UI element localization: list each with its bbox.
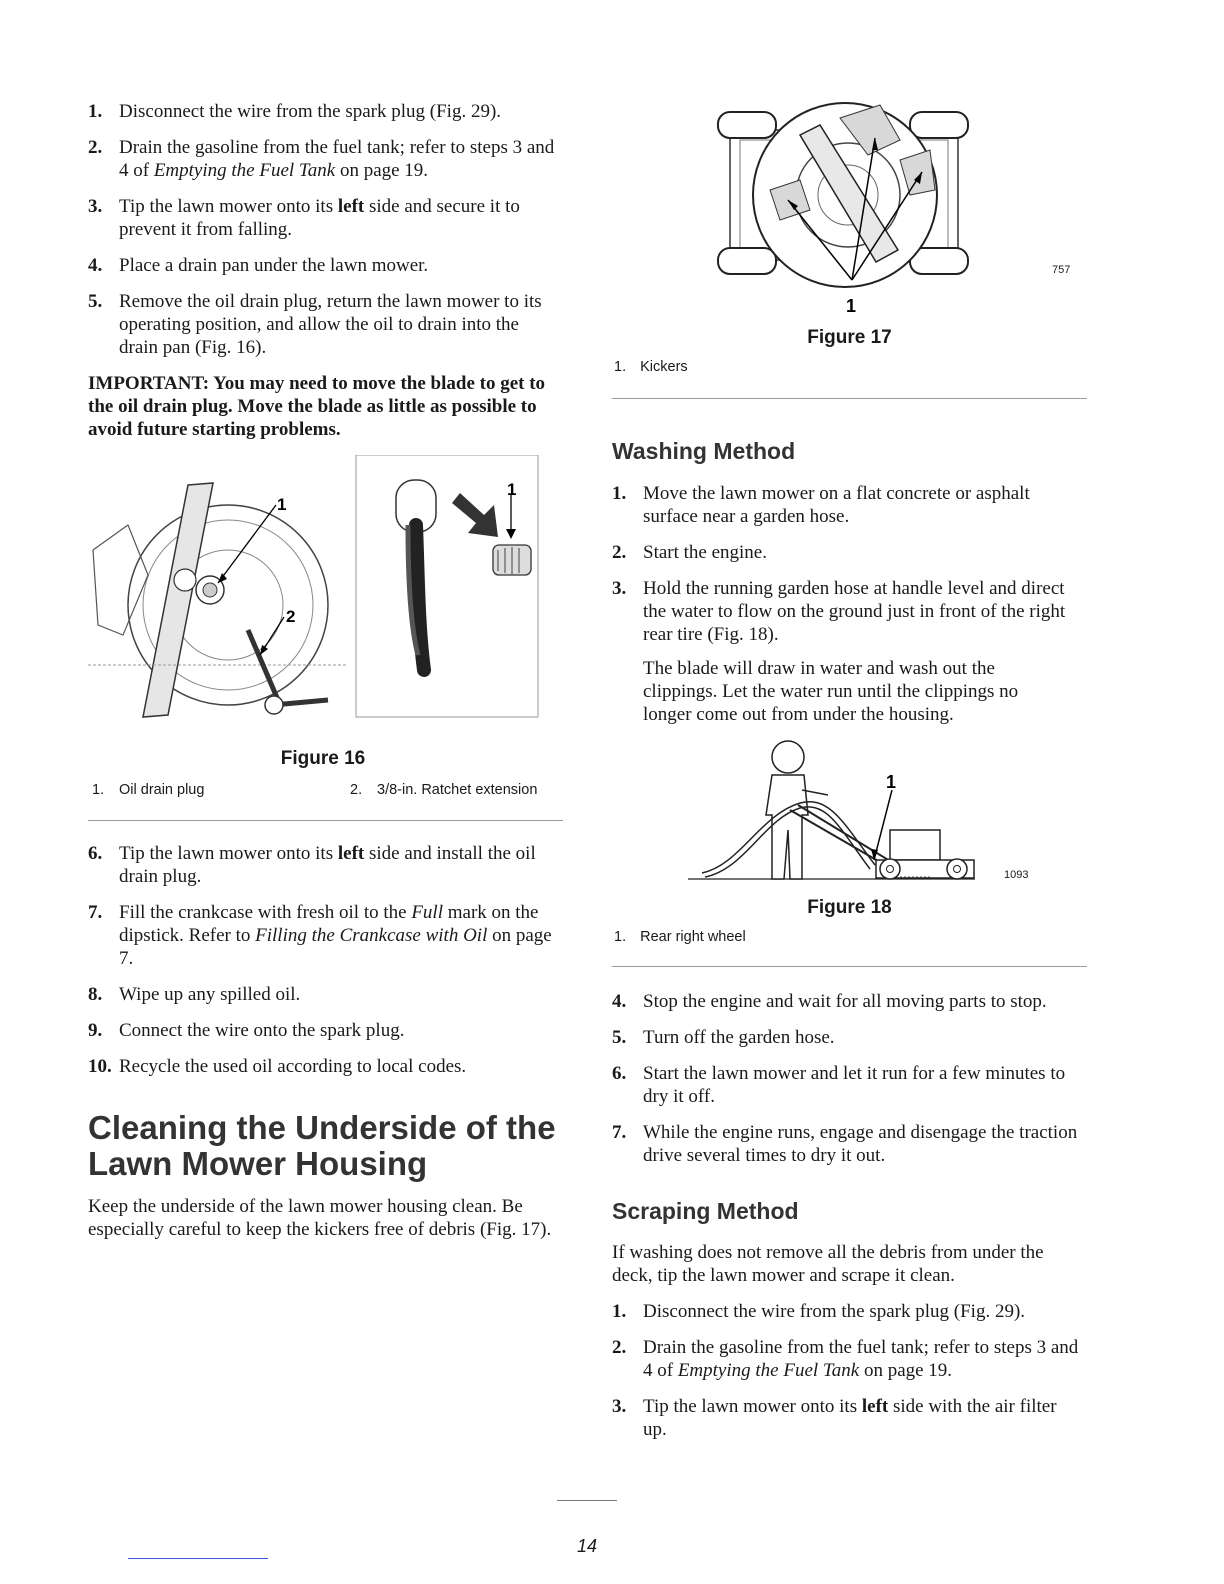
figure-16-legend-num-1: 1. bbox=[92, 782, 105, 798]
cleaning-heading bbox=[88, 1110, 568, 1182]
step-text: mark on the dipstick. Refer to bbox=[119, 902, 539, 946]
figure-18-legend bbox=[614, 929, 746, 945]
step-number: 5. bbox=[88, 291, 103, 312]
step-text: Recycle the used oil according to local codes. bbox=[119, 1056, 467, 1077]
figure-17-legend bbox=[614, 359, 688, 375]
figure-17-rule bbox=[612, 398, 1087, 399]
figure-17-legend-text: Kickers bbox=[640, 359, 688, 375]
step-number: 1. bbox=[612, 483, 627, 504]
step-text: on page 19. bbox=[335, 160, 429, 181]
step-text: Tip the lawn mower onto its bbox=[643, 1396, 862, 1417]
step-text: Tip the lawn mower onto its bbox=[119, 843, 338, 864]
step-text: Move the lawn mower on a flat concrete or asphalt surface near a garden hose. bbox=[643, 483, 1030, 527]
step-item bbox=[88, 1055, 558, 1078]
figure-17-caption: Figure 17 bbox=[807, 327, 892, 348]
step-number: 1. bbox=[88, 101, 103, 122]
step-text: Drain the gasoline from the fuel tank; refer to steps 3 and 4 of bbox=[643, 1337, 1079, 1381]
scraping-intro: If washing does not remove all the debris from under the deck, tip the lawn mower and scrape it clean. bbox=[612, 1242, 1044, 1286]
step-text: Start the lawn mower and let it run for a few minutes to dry it off. bbox=[643, 1063, 1066, 1107]
step-text: Filling the Crankcase with Oil bbox=[255, 925, 488, 946]
step-text: on page 19. bbox=[859, 1360, 953, 1381]
step-number: 2. bbox=[612, 1337, 627, 1358]
step-number: 10. bbox=[88, 1056, 112, 1077]
step-number: 4. bbox=[612, 991, 627, 1012]
bottom-link-rule bbox=[128, 1558, 268, 1559]
important-note: IMPORTANT: You may need to move the blade to get to the oil drain plug. Move the blade as little as possible to avoid future starting problems. bbox=[88, 373, 546, 440]
washing-steps-continued bbox=[612, 990, 1082, 1180]
refill-oil-steps bbox=[88, 842, 558, 1091]
step-number: 1. bbox=[612, 1301, 627, 1322]
cleaning-heading-line-2: Lawn Mower Housing bbox=[88, 1145, 428, 1182]
figure-18-caption: Figure 18 bbox=[807, 897, 892, 918]
step-number: 7. bbox=[88, 902, 103, 923]
washing-heading: Washing Method bbox=[612, 438, 796, 464]
step-text: Connect the wire onto the spark plug. bbox=[119, 1020, 405, 1041]
step-number: 6. bbox=[612, 1063, 627, 1084]
step-item bbox=[612, 482, 1082, 528]
step-number: 3. bbox=[612, 1396, 627, 1417]
figure-17-code: 757 bbox=[1052, 264, 1071, 276]
step-number: 2. bbox=[612, 542, 627, 563]
step-text: Emptying the Fuel Tank bbox=[153, 160, 336, 181]
step-item bbox=[88, 1019, 558, 1042]
step-item bbox=[88, 290, 558, 359]
scraping-steps bbox=[612, 1300, 1082, 1454]
step-number: 8. bbox=[88, 984, 103, 1005]
step-item bbox=[612, 1336, 1082, 1382]
step-item bbox=[612, 577, 1082, 646]
step-text: Fill the crankcase with fresh oil to the bbox=[119, 902, 412, 923]
figure-16-callout-2: 2 bbox=[286, 607, 296, 626]
step-item bbox=[88, 254, 558, 277]
step-number: 6. bbox=[88, 843, 103, 864]
cleaning-intro: Keep the underside of the lawn mower housing clean. Be especially careful to keep the kickers free of debris (Fig. 17). bbox=[88, 1196, 552, 1240]
figure-18-code: 1093 bbox=[1004, 869, 1029, 881]
drain-oil-steps bbox=[88, 100, 558, 359]
figure-16-illustration bbox=[88, 455, 558, 745]
step-item bbox=[88, 100, 558, 123]
figure-17-illustration bbox=[700, 100, 990, 320]
step-item bbox=[88, 195, 558, 241]
figure-16-callout-1: 1 bbox=[277, 495, 287, 514]
step-text: side and secure it to prevent it from falling. bbox=[119, 196, 520, 240]
step-item bbox=[612, 1121, 1082, 1167]
step-item bbox=[88, 983, 558, 1006]
figure-16-callout-1b: 1 bbox=[507, 480, 517, 499]
washing-note: The blade will draw in water and wash out the clippings. Let the water run until the clippings no longer come out from under the housing. bbox=[643, 658, 1019, 725]
step-number: 3. bbox=[88, 196, 103, 217]
figure-16-legend-num-2: 2. bbox=[350, 782, 363, 798]
figure-17 bbox=[700, 100, 990, 320]
step-item bbox=[612, 1300, 1082, 1323]
step-text: left bbox=[337, 196, 365, 217]
figure-16-legend-text-1: Oil drain plug bbox=[119, 782, 205, 798]
step-text: Disconnect the wire from the spark plug (Fig. 29). bbox=[643, 1301, 1026, 1322]
cleaning-heading-line-1: Cleaning the Underside of the bbox=[88, 1109, 556, 1146]
step-number: 9. bbox=[88, 1020, 103, 1041]
figure-18 bbox=[680, 735, 990, 885]
step-text: Stop the engine and wait for all moving parts to stop. bbox=[643, 991, 1047, 1012]
step-text: left bbox=[337, 843, 365, 864]
figure-18-rule bbox=[612, 966, 1087, 967]
step-text: left bbox=[861, 1396, 889, 1417]
step-item bbox=[612, 1026, 1082, 1049]
step-text: Place a drain pan under the lawn mower. bbox=[119, 255, 429, 276]
step-text: Full bbox=[411, 902, 443, 923]
step-item bbox=[88, 901, 558, 970]
step-item bbox=[612, 1395, 1082, 1441]
figure-18-callout: 1 bbox=[886, 772, 897, 792]
step-text: Tip the lawn mower onto its bbox=[119, 196, 338, 217]
washing-steps bbox=[612, 482, 1082, 659]
step-text: Turn off the garden hose. bbox=[643, 1027, 835, 1048]
step-text: side and install the oil drain plug. bbox=[119, 843, 536, 887]
figure-17-callout: 1 bbox=[846, 296, 857, 316]
step-number: 7. bbox=[612, 1122, 627, 1143]
step-number: 2. bbox=[88, 137, 103, 158]
figure-18-legend-text: Rear right wheel bbox=[640, 929, 746, 945]
step-text: on page 7. bbox=[119, 925, 552, 969]
figure-16-legend-text-2: 3/8-in. Ratchet extension bbox=[377, 782, 538, 798]
figure-17-legend-num: 1. bbox=[614, 359, 627, 375]
step-text: side with the air filter up. bbox=[643, 1396, 1057, 1440]
step-number: 3. bbox=[612, 578, 627, 599]
scraping-heading: Scraping Method bbox=[612, 1198, 799, 1224]
step-item bbox=[612, 1062, 1082, 1108]
page-number-rule bbox=[557, 1500, 617, 1501]
figure-18-legend-num: 1. bbox=[614, 929, 627, 945]
step-text: Wipe up any spilled oil. bbox=[119, 984, 301, 1005]
figure-18-illustration bbox=[680, 735, 990, 885]
step-item bbox=[612, 990, 1082, 1013]
step-item bbox=[612, 541, 1082, 564]
step-item bbox=[88, 842, 558, 888]
figure-16 bbox=[88, 455, 558, 745]
figure-16-rule bbox=[88, 820, 563, 821]
step-text: Emptying the Fuel Tank bbox=[677, 1360, 860, 1381]
step-text: Remove the oil drain plug, return the lawn mower to its operating position, and allow the oil to drain into the drain pan (Fig. 16). bbox=[119, 291, 542, 358]
figure-16-caption: Figure 16 bbox=[280, 748, 366, 769]
step-item bbox=[88, 136, 558, 182]
step-text: Drain the gasoline from the fuel tank; refer to steps 3 and 4 of bbox=[119, 137, 555, 181]
step-number: 4. bbox=[88, 255, 103, 276]
page-number: 14 bbox=[576, 1536, 598, 1556]
step-text: Hold the running garden hose at handle level and direct the water to flow on the ground just in front of the right rear tire (Fig. 18). bbox=[643, 578, 1066, 645]
step-number: 5. bbox=[612, 1027, 627, 1048]
step-text: Start the engine. bbox=[643, 542, 767, 563]
step-text: Disconnect the wire from the spark plug (Fig. 29). bbox=[119, 101, 502, 122]
left-column bbox=[88, 100, 558, 441]
step-text: While the engine runs, engage and disengage the traction drive several times to dry it out. bbox=[643, 1122, 1078, 1166]
